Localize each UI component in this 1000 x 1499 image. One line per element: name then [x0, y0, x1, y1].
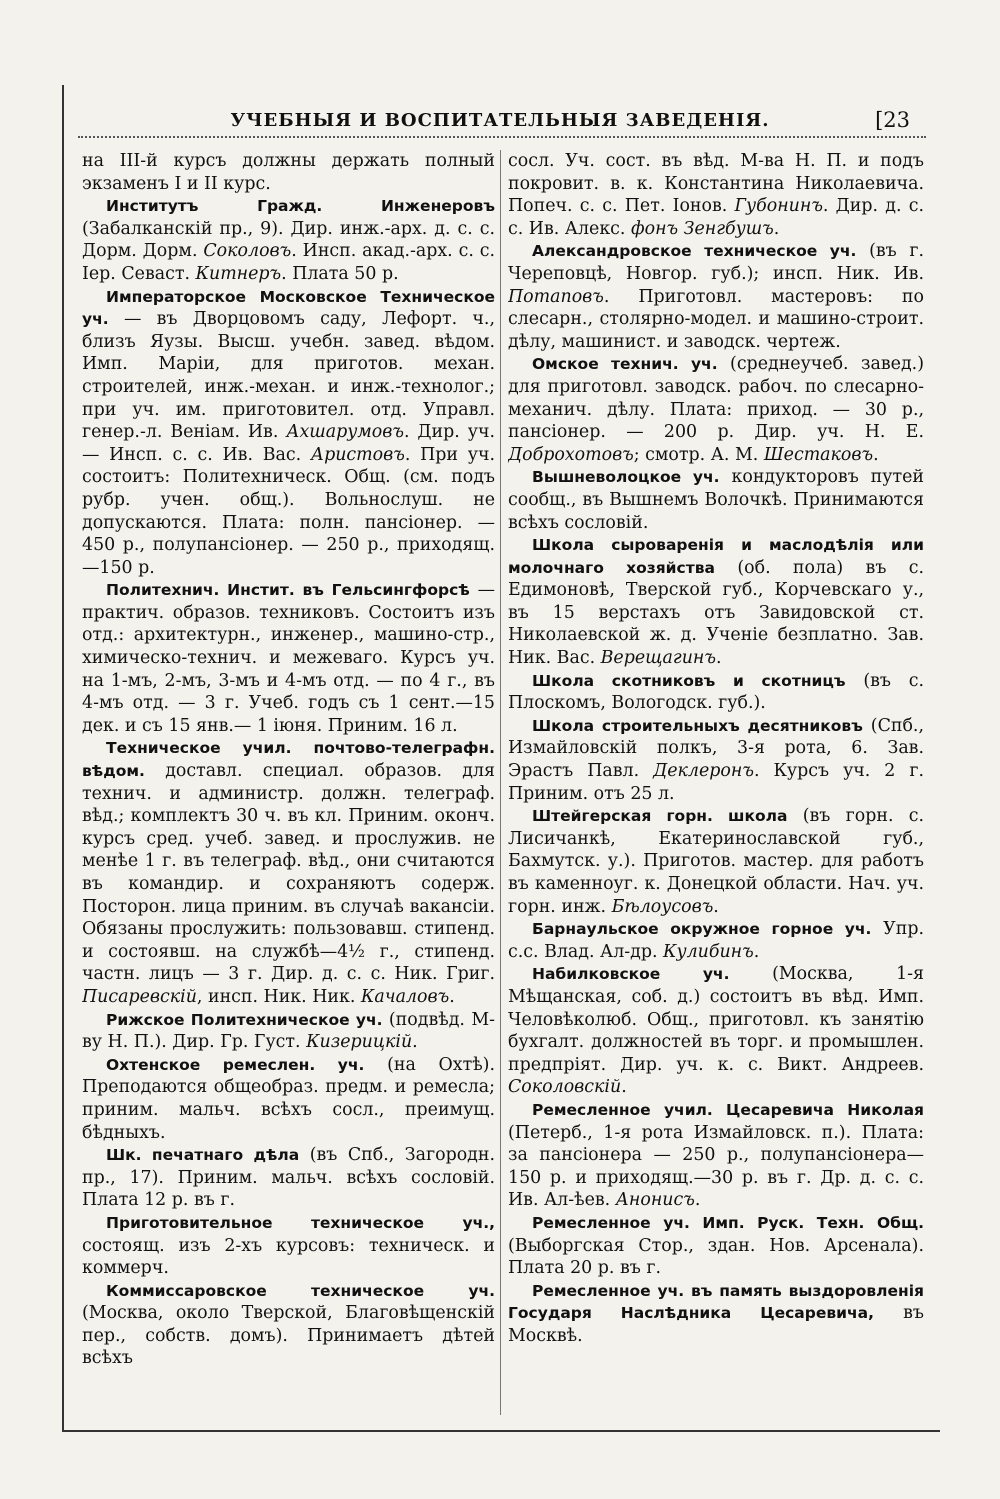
entry-text: . Курсъ уч. 2 г. Приним. отъ 25 л. — [508, 761, 924, 804]
entry-heading: Техническое учил. почтово-телеграфн. вѣдом. — [82, 739, 495, 781]
entry-name: Кулибинъ — [663, 941, 754, 962]
running-title: УЧЕБНЫЯ И ВОСПИТАТЕЛЬНЫЯ ЗАВЕДЕНІЯ. — [230, 110, 770, 131]
entry-text: . — [873, 444, 879, 465]
entry-text: . — [753, 941, 760, 962]
entry-text: . — [449, 986, 455, 1007]
entry — [508, 963, 924, 1099]
entry-heading: Штейгерская горн. школа — [532, 807, 788, 826]
entry-text: . — [715, 648, 722, 669]
entry-text: (на Охтѣ). Преподаются общеобраз. предм. и ремесла; приним. мальч. всѣхъ сосл., преимущ. бѣдныхъ. — [82, 1054, 495, 1143]
entry-text: , инсп. Ник. Ник. — [196, 986, 361, 1007]
entry-text: Упр. с.с. Влад. Ал-др. — [508, 919, 924, 962]
entry — [82, 1280, 495, 1370]
entry-name: Аристовъ — [310, 444, 405, 465]
entry — [508, 1280, 924, 1348]
entry-text: на III-й курсъ должны держать полный экзаменъ I и II курс. — [82, 151, 495, 194]
entry-text: (Петерб., 1-я рота Измайловск. п.). Плата: за пансіонера — 250 р., полупансіонера—150 р. и приходящ.—30 р. въ г. Др. д. с. с. Ив. Ал-ѣев. — [508, 1122, 924, 1211]
entry-name: Губонинъ — [734, 196, 823, 217]
entry — [82, 150, 495, 195]
entry — [82, 195, 495, 285]
entry-heading: Барнаульское окружное горное уч. — [532, 920, 872, 939]
entry-text: сосл. Уч. сост. въ вѣд. М-ва Н. П. и подъ покровит. в. к. Константина Николаевича. Попеч. с. с. Пет. Іонов. — [508, 151, 924, 217]
entry — [82, 1144, 495, 1212]
entry-text: — въ Дворцовомъ саду, Лефорт. ч., близъ Яузы. Высш. учебн. завед. вѣдом. Имп. Маріи, для приготов. механ. строителей, инж.-механ. и инж.-технолог.; при уч. им. приготовител. отд. Управл. генер.-л. Веніам. Ив. — [82, 309, 495, 443]
entry-text: . Дир. д. с. с. Ив. Алекс. — [508, 196, 924, 239]
entry-text: (Выборгская Стор., здан. Нов. Арсенала). Плата 20 р. въ г. — [508, 1235, 924, 1279]
entry-heading: Набилковское уч. — [532, 965, 730, 984]
entry-heading: Школа строительныхъ десятниковъ — [532, 716, 863, 735]
entry — [508, 805, 924, 918]
entry-text: . Инсп. акад.-арх. с. с. Іер. Севаст. — [82, 241, 495, 284]
entry-heading: Императорское Московское Техническое уч. — [82, 287, 495, 329]
entry — [508, 918, 924, 963]
entry — [508, 353, 924, 466]
entry-text: — практич. образов. техниковъ. Состоитъ изъ отд.: архитектурн., инженер., машино-стр., химическо-технич. и межеваго. Курсъ уч. на 1-мъ, 2-мъ, 3-мъ и 4-мъ отд. — по 4 г., въ 4-мъ отд. — 3 г. Учеб. годъ съ 1 сент.—15 дек. и съ 15 янв.— 1 іюня. Приним. 16 л. — [82, 580, 495, 736]
entry-heading: Вышневолоцкое уч. — [532, 468, 720, 487]
entry-text: (подвѣд. М-ву Н. П.). Дир. Гр. Густ. — [82, 1009, 495, 1053]
entry-heading: Политехнич. Инстит. въ Гельсингфорсѣ — [106, 581, 470, 600]
entry-heading: Александровское техническое уч. — [532, 242, 857, 261]
entry-text: (Москва, около Тверской, Благовѣщенскій пер., собств. домъ). Принимаетъ дѣтей всѣхъ — [82, 1303, 495, 1369]
entry-text: кондукторовъ путей сообщ., въ Вышнемъ Волочкѣ. Принимаются всѣхъ сословій. — [508, 467, 924, 533]
entry-text: (Москва, 1-я Мѣщанская, соб. д.) состоитъ въ вѣд. Имп. Человѣколюб. Общ., приготовл. къ занятію бухгалт. должностей въ торг. и промышлен. предпріят. Дир. уч. к. с. Викт. Андреев. — [508, 964, 924, 1075]
right-column — [508, 150, 924, 1425]
entry-heading: Охтенское ремеслен. уч. — [106, 1055, 365, 1074]
entry-text: (об. пола) въ с. Едимоновѣ, Тверской губ., Корчевскаго у., въ 15 верстахъ отъ Завидовской ст. Николаевской ж. д. Ученіе безплатно. Зав. Ник. Вас. — [508, 557, 924, 669]
entry-text: ; смотр. А. М. — [633, 444, 764, 465]
entry-heading: Рижское Политехническое уч. — [106, 1010, 383, 1029]
entry — [508, 1099, 924, 1212]
entry — [82, 579, 495, 737]
header-rule — [78, 136, 926, 144]
entry — [508, 1212, 924, 1280]
entry-name: Соколовъ — [203, 241, 292, 262]
entry-name: Писаревскій — [82, 986, 197, 1007]
entry-text: въ Москвѣ. — [508, 1303, 924, 1346]
entry-text: (въ г. Череповцѣ, Новгор. губ.); инсп. Ник. Ив. — [508, 241, 924, 284]
entry-name: Шестаковъ — [763, 444, 874, 465]
entry-name: Ахшарумовъ — [286, 422, 404, 443]
entry-text: (Спб., Измайловскій полкъ, 3-я рота, 6. Зав. Эрастъ Павл. — [508, 715, 924, 782]
entry — [508, 150, 924, 240]
entry-heading: Школа скотниковъ и скотницъ — [532, 671, 846, 690]
entry-name: Качаловъ — [360, 986, 450, 1007]
entry — [82, 1054, 495, 1144]
page-header — [62, 88, 938, 132]
entry — [82, 286, 495, 580]
entry — [82, 1212, 495, 1280]
entry-text: . Дир. уч. — Инсп. с. с. Ив. Вас. — [82, 422, 495, 465]
entry-text: (въ с. Плоскомъ, Вологодск. губ.). — [508, 670, 924, 714]
entry-text: . — [621, 1077, 627, 1098]
entry-name: Бѣлоусовъ — [611, 896, 714, 917]
entry — [508, 670, 924, 715]
entry-text: (въ Спб., Загородн. пр., 17). Приним. мальч. всѣхъ сословій. Плата 12 р. въ г. — [82, 1145, 495, 1211]
entry-heading: Ремесленное уч. въ память выздоровленія Государя Наслѣдника Цесаревича, — [508, 1281, 924, 1323]
entry-text: . Плата 50 р. — [281, 263, 399, 284]
entry-heading: Коммиссаровское техническое уч. — [106, 1281, 495, 1300]
entry-heading: Ремесленное уч. Имп. Руск. Техн. Общ. — [532, 1213, 924, 1232]
entry — [508, 715, 924, 805]
entry-text: доставл. специал. образов. для технич. и администр. должн. телеграф. вѣд.; комплектъ 30 ч. въ кл. Приним. оконч. курсъ сред. учеб. завед. и прослужив. не менѣе 1 г. въ телеграф. вѣд., они считаются въ командир. и сохраняютъ содерж. Посторон. лица приним. въ случаѣ вакансіи. Обязаны прослужить: пользовавш. стипенд. и состоявш. на службѣ—4½ г., стипенд. частн. лицъ — 3 г. Дир. д. с. с. Ник. Григ. — [82, 761, 495, 985]
entry — [508, 534, 924, 670]
entry-name: Кизерицкій — [306, 1032, 413, 1053]
entry-name: Верещагинъ — [600, 648, 716, 669]
entry-text: (среднеучеб. завед.) для приготовл. заводск. рабоч. по слесарно-механич. дѣлу. Плата: приход. — 30 р., пансіонер. — 200 р. Дир. уч. Н. Е. — [508, 354, 924, 443]
entry-text: . — [713, 896, 719, 917]
entry-heading: Институтъ Гражд. Инженеровъ — [106, 197, 495, 216]
entry-name: Анонисъ — [615, 1190, 695, 1211]
entry-name: Потаповъ — [508, 286, 604, 307]
entry-text: . При уч. состоитъ: Политехническ. Общ. (см. подъ рубр. учен. общ.). Вольнослуш. не допускаются. Плата: полн. пансіонер. — 450 р., полупансіонер. — 250 р., приходящ.—150 р. — [82, 444, 495, 578]
entry-heading: Шк. печатнаго дѣла — [106, 1146, 300, 1165]
entry — [508, 240, 924, 353]
entry — [82, 737, 495, 1008]
entry-text: состоящ. изъ 2-хъ курсовъ: техническ. и коммерч. — [82, 1235, 495, 1279]
entry-text: . — [412, 1032, 418, 1053]
entry-heading: Ремесленное учил. Цесаревича Николая — [532, 1100, 924, 1119]
entry-name: фонъ Зенгбушъ — [630, 218, 774, 239]
entry-text: (въ горн. с. Лисичанкѣ, Екатеринославской губ., Бахмутск. у.). Приготов. мастер. для работъ въ каменноуг. к. Донецкой области. Нач. уч. горн. инж. — [508, 806, 924, 917]
entry-heading: Школа сыроваренія и маслодѣлія или молочнаго хозяйства — [508, 536, 924, 577]
entry-heading: Омское технич. уч. — [532, 355, 718, 374]
page-number: [23 — [875, 108, 910, 132]
entry-text: (Забалканскій пр., 9). Дир. инж.-арх. д. с. с. Дорм. Дорм. — [82, 218, 495, 262]
entry — [508, 466, 924, 534]
entry-text: . — [773, 218, 780, 239]
entry-name: Доброхотовъ — [508, 444, 634, 465]
entry-text: . Приготовл. мастеровъ: по слесарн., столярно-модел. и машино-строит. дѣлу, машинист. и заводск. чертеж. — [508, 286, 924, 352]
entry-name: Соколовскій — [508, 1077, 622, 1098]
column-divider — [500, 150, 501, 1415]
left-column — [82, 150, 495, 1425]
entry-text: . — [694, 1190, 701, 1211]
entry-name: Деклеронъ — [653, 761, 754, 782]
entry-heading: Приготовительное техническое уч., — [106, 1213, 495, 1232]
entry-name: Китнеръ — [195, 263, 282, 284]
entry — [82, 1009, 495, 1054]
